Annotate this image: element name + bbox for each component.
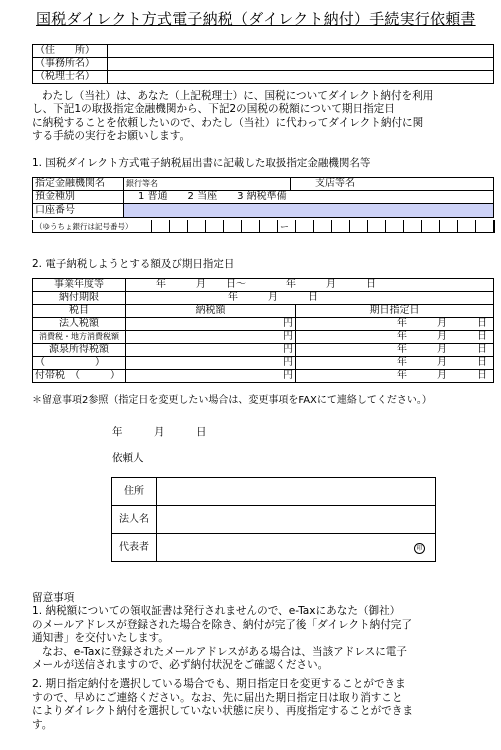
amount-field[interactable] [126, 318, 296, 331]
requester-address-label: 住所 [112, 478, 157, 506]
notes-line: 通知書」を交付いたします。 [32, 632, 169, 645]
table-row [33, 370, 494, 383]
yen-unit: 円 [283, 331, 293, 342]
requester-label: 依頼人 [112, 452, 144, 464]
office-name-label: （事務所名） [33, 58, 108, 71]
notes-line: なお、e-Taxに登録されたメールアドレスがある場合は、当該アドレスに電子 [42, 645, 407, 658]
col-tax-header: 税目 [33, 305, 126, 318]
notes-line: メールが送信されますので、必ず納付状況をご確認ください。 [32, 659, 329, 672]
col-date-header: 期日指定日 [296, 305, 494, 318]
yucho-digit-boxes[interactable] [151, 220, 278, 232]
office-name-field[interactable] [108, 58, 494, 71]
yucho-number-boxes[interactable] [295, 220, 496, 232]
deposit-type-label: 預金種別 [33, 191, 124, 204]
tax-name: 法人税額 [33, 318, 126, 331]
tax-name: （ ） [33, 357, 126, 370]
page-title: 国税ダイレクト方式電子納税（ダイレクト納付）手続実行依頼書 [36, 10, 476, 28]
yen-unit: 円 [283, 357, 293, 368]
deadline-field[interactable]: 年 月 日 [126, 292, 494, 305]
address-label: （住 所） [33, 45, 108, 58]
yen-unit: 円 [283, 370, 293, 381]
branch-cell[interactable] [291, 178, 494, 191]
notes-line: す。 [32, 718, 53, 731]
bank-label: 指定金融機関名 [33, 178, 124, 191]
table-row [33, 344, 494, 357]
intro-line: に納税することを依頼したいので、わたし（当社）に代わってダイレクト納付に関 [32, 116, 424, 129]
date-field[interactable]: 年 月 日 [296, 331, 494, 344]
table-row [33, 318, 494, 331]
notes-heading: 留意事項 [32, 592, 75, 604]
section1-heading: 1. 国税ダイレクト方式電子納税届出書に記載した取扱指定金融機関名等 [32, 157, 371, 169]
section2-heading: 2. 電子納税しようとする額及び期日指定日 [32, 258, 235, 270]
bank-name-label: 銀行等名 [126, 179, 158, 188]
tax-accountant-label: （税理士名） [33, 71, 108, 84]
col-amount-header: 納税額 [126, 305, 296, 318]
yen-unit: 円 [283, 318, 293, 329]
address-table [32, 44, 494, 84]
account-number-field[interactable] [124, 204, 494, 218]
notes-section [32, 592, 500, 732]
account-label: 口座番号 [33, 204, 124, 218]
amount-field[interactable] [126, 357, 296, 370]
fiscal-year-label: 事業年度等 [33, 279, 126, 292]
tax-name: 源泉所得税額 [33, 344, 126, 357]
requester-address-field[interactable] [157, 478, 436, 506]
change-date-note: ＊留意事項2参照（指定日を変更したい場合は、変更事項をFAXにて連絡してください。） [32, 395, 432, 406]
notes-line: すので、早めにご連絡ください。なお、先に届出た期日指定日は取り消すこと [32, 691, 403, 704]
table-row [33, 357, 494, 370]
amount-field[interactable] [126, 331, 296, 344]
tax-name: 付帯税 （ ） [33, 370, 126, 383]
date-field[interactable]: 年 月 日 [296, 357, 494, 370]
request-date: 年 月 日 [112, 426, 207, 438]
intro-paragraph [32, 90, 500, 144]
date-field[interactable]: 年 月 日 [296, 370, 494, 383]
yucho-note: （ゆうちょ銀行は記号番号） [35, 222, 133, 231]
bank-name-cell[interactable] [124, 178, 291, 191]
representative-label: 代表者 [112, 534, 157, 562]
intro-line: する手続の実行をお願いします。 [32, 130, 191, 143]
intro-line: わたし（当社）は、あなた（上記税理士）に、国税についてダイレクト納付を利用 [42, 90, 434, 102]
seal-icon: 印 [414, 543, 425, 554]
date-field[interactable]: 年 月 日 [296, 344, 494, 357]
notes-line: 1. 納税額についての領収証書は発行されませんので、e-Taxにあなた（御社） [32, 605, 401, 618]
notes-line: のメールアドレスが登録された場合を除き、納付が完了後「ダイレクト納付完了 [32, 618, 412, 631]
tax-table [32, 278, 494, 383]
corporation-name-field[interactable] [157, 506, 436, 534]
date-field[interactable]: 年 月 日 [296, 318, 494, 331]
address-field[interactable] [108, 45, 494, 58]
table-row [33, 331, 494, 344]
deadline-label: 納付期限 [33, 292, 126, 305]
notes-line: 2. 期日指定納付を選択している場合でも、期日指定日を変更することができま [32, 678, 406, 691]
corporation-name-label: 法人名 [112, 506, 157, 534]
notes-line: によりダイレクト納付を選択していない状態に戻り、再度指定することができま [32, 705, 413, 718]
amount-field[interactable] [126, 344, 296, 357]
amount-field[interactable] [126, 370, 296, 383]
branch-label: 支店等名 [315, 178, 355, 189]
deposit-options[interactable]: 1 普通 2 当座 3 納税準備 [124, 191, 494, 204]
yen-unit: 円 [283, 344, 293, 355]
tax-name: 消費税・地方消費税額 [33, 331, 126, 344]
yucho-row [32, 220, 495, 233]
representative-field[interactable] [157, 534, 436, 562]
fiscal-year-field[interactable]: 年 月 日～ 年 月 日 [126, 279, 494, 292]
requester-table [111, 477, 436, 562]
intro-line: し、下記1の取扱指定金融機関から、下記2の国税の税額について期日指定日 [32, 103, 395, 116]
tax-accountant-field[interactable] [108, 71, 494, 84]
bank-table [32, 177, 494, 218]
yucho-dash: ー [280, 223, 290, 233]
